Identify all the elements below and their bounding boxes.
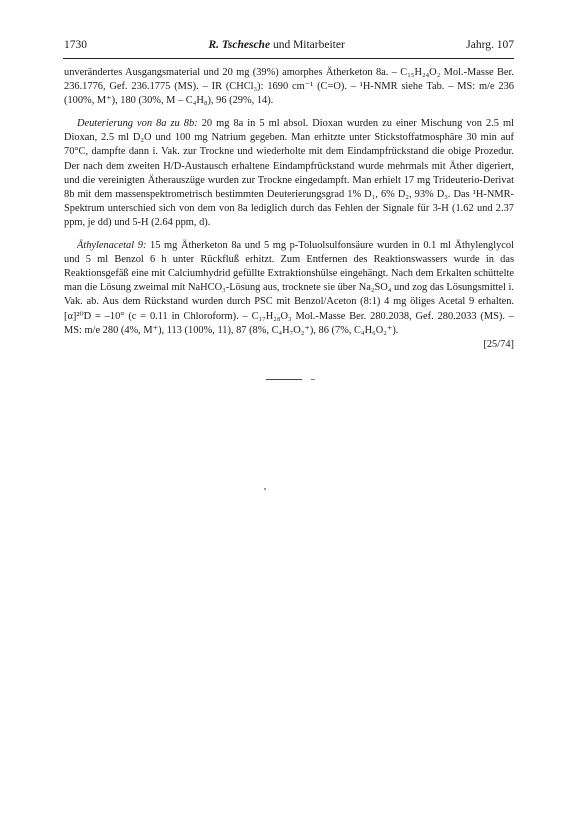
- paragraph-text: unverändertes Ausgangsmaterial und 20 mg (39%) amorphes Ätherketon 8a. – C₁₅H₂₄O₂ Mol.-Masse Ber. 236.1776, Gef. 236.1775 (MS). – IR (CHCl₃): 1690 cm⁻¹ (C=O). – ¹H-NMR siehe Tab. – MS: m/e 236 (100%, M⁺), 180 (30%, M – C₄H₈), 96 (29%, 14).: [64, 67, 514, 107]
- paragraph-aethylenacetal: [64, 239, 514, 338]
- paragraph-deuterierung: [64, 117, 514, 230]
- journal-volume: Jahrg. 107: [466, 39, 514, 51]
- paragraph-text: 20 mg 8a in 5 ml absol. Dioxan wurden zu einer Mischung von 2.5 ml Dioxan, 2.5 ml D₂O und 100 mg Natrium gegeben. Man erhitzte unter Stickstoffatmosphäre 30 min auf 70°C, dampfte dann i. Vak. zur Trockne und wiederholte mit dem Eindampfrückstand die obige Prozedur. Der nach dem zweiten H/D-Austausch erhaltene Eindampfrückstand wurde mehrmals mit Äther digeriert, und die vereinigten Ätherauszüge wurden zur Trockne eingedampft. Man erhielt 17 mg Trideuterio-Derivat 8b mit dem massenspektrometrisch bestimmten Deuterierungsgrad 1% D₁, 6% D₂, 93% D₃. Das ¹H-NMR-Spektrum unterschied sich von dem von 8a lediglich durch das Fehlen der Signale für 3-H (1.62 und 2.37 ppm, je dd) und 5-H (2.64 ppm, d).: [64, 118, 514, 228]
- header-author-suffix: und Mitarbeiter: [270, 39, 345, 51]
- article-body: [64, 66, 514, 352]
- header-authors: [209, 39, 345, 51]
- header-rule: [63, 58, 514, 59]
- reference-code: [25/74]: [483, 338, 514, 350]
- end-separator: [266, 379, 302, 380]
- running-header: [64, 39, 514, 55]
- paragraph-continuation: [64, 66, 514, 108]
- scan-speck: [264, 488, 266, 490]
- end-separator-dash: [311, 379, 315, 380]
- paragraph-lead: Deuterierung von 8a zu 8b:: [77, 118, 202, 130]
- page-number: 1730: [64, 39, 87, 51]
- header-author-name: R. Tschesche: [208, 39, 271, 51]
- paragraph-lead: Äthylenacetal 9:: [77, 240, 151, 252]
- paragraph-text: 15 mg Ätherketon 8a und 5 mg p-Toluolsulfonsäure wurden in 0.1 ml Äthylenglycol und 5 ml Benzol 6 h unter Rückfluß erhitzt. Zum Entfernen des Reaktionswassers wurde in das Reaktionsgefäß eine mit Calciumhydrid gefüllte Extraktionshülse eingehängt. Nach dem Erkalten schüttelte man die Lösung zweimal mit NaHCO₃-Lösung aus, trocknete sie über Na₂SO₄ und zog das Lösungsmittel i. Vak. ab. Aus dem Rückstand wurden durch PSC mit Benzol/Aceton (8:1) 4 mg öliges Acetal 9 erhalten. [α]²⁰D = –10° (c = 0.11 in Chloroform). – C₁₇H₂₈O₃ Mol.-Masse Ber. 280.2038, Gef. 280.2033 (MS). – MS: m/e 280 (4%, M⁺), 113 (100%, 11), 87 (8%, C₄H₇O₂⁺), 86 (7%, C₄H₆O₂⁺).: [64, 240, 514, 336]
